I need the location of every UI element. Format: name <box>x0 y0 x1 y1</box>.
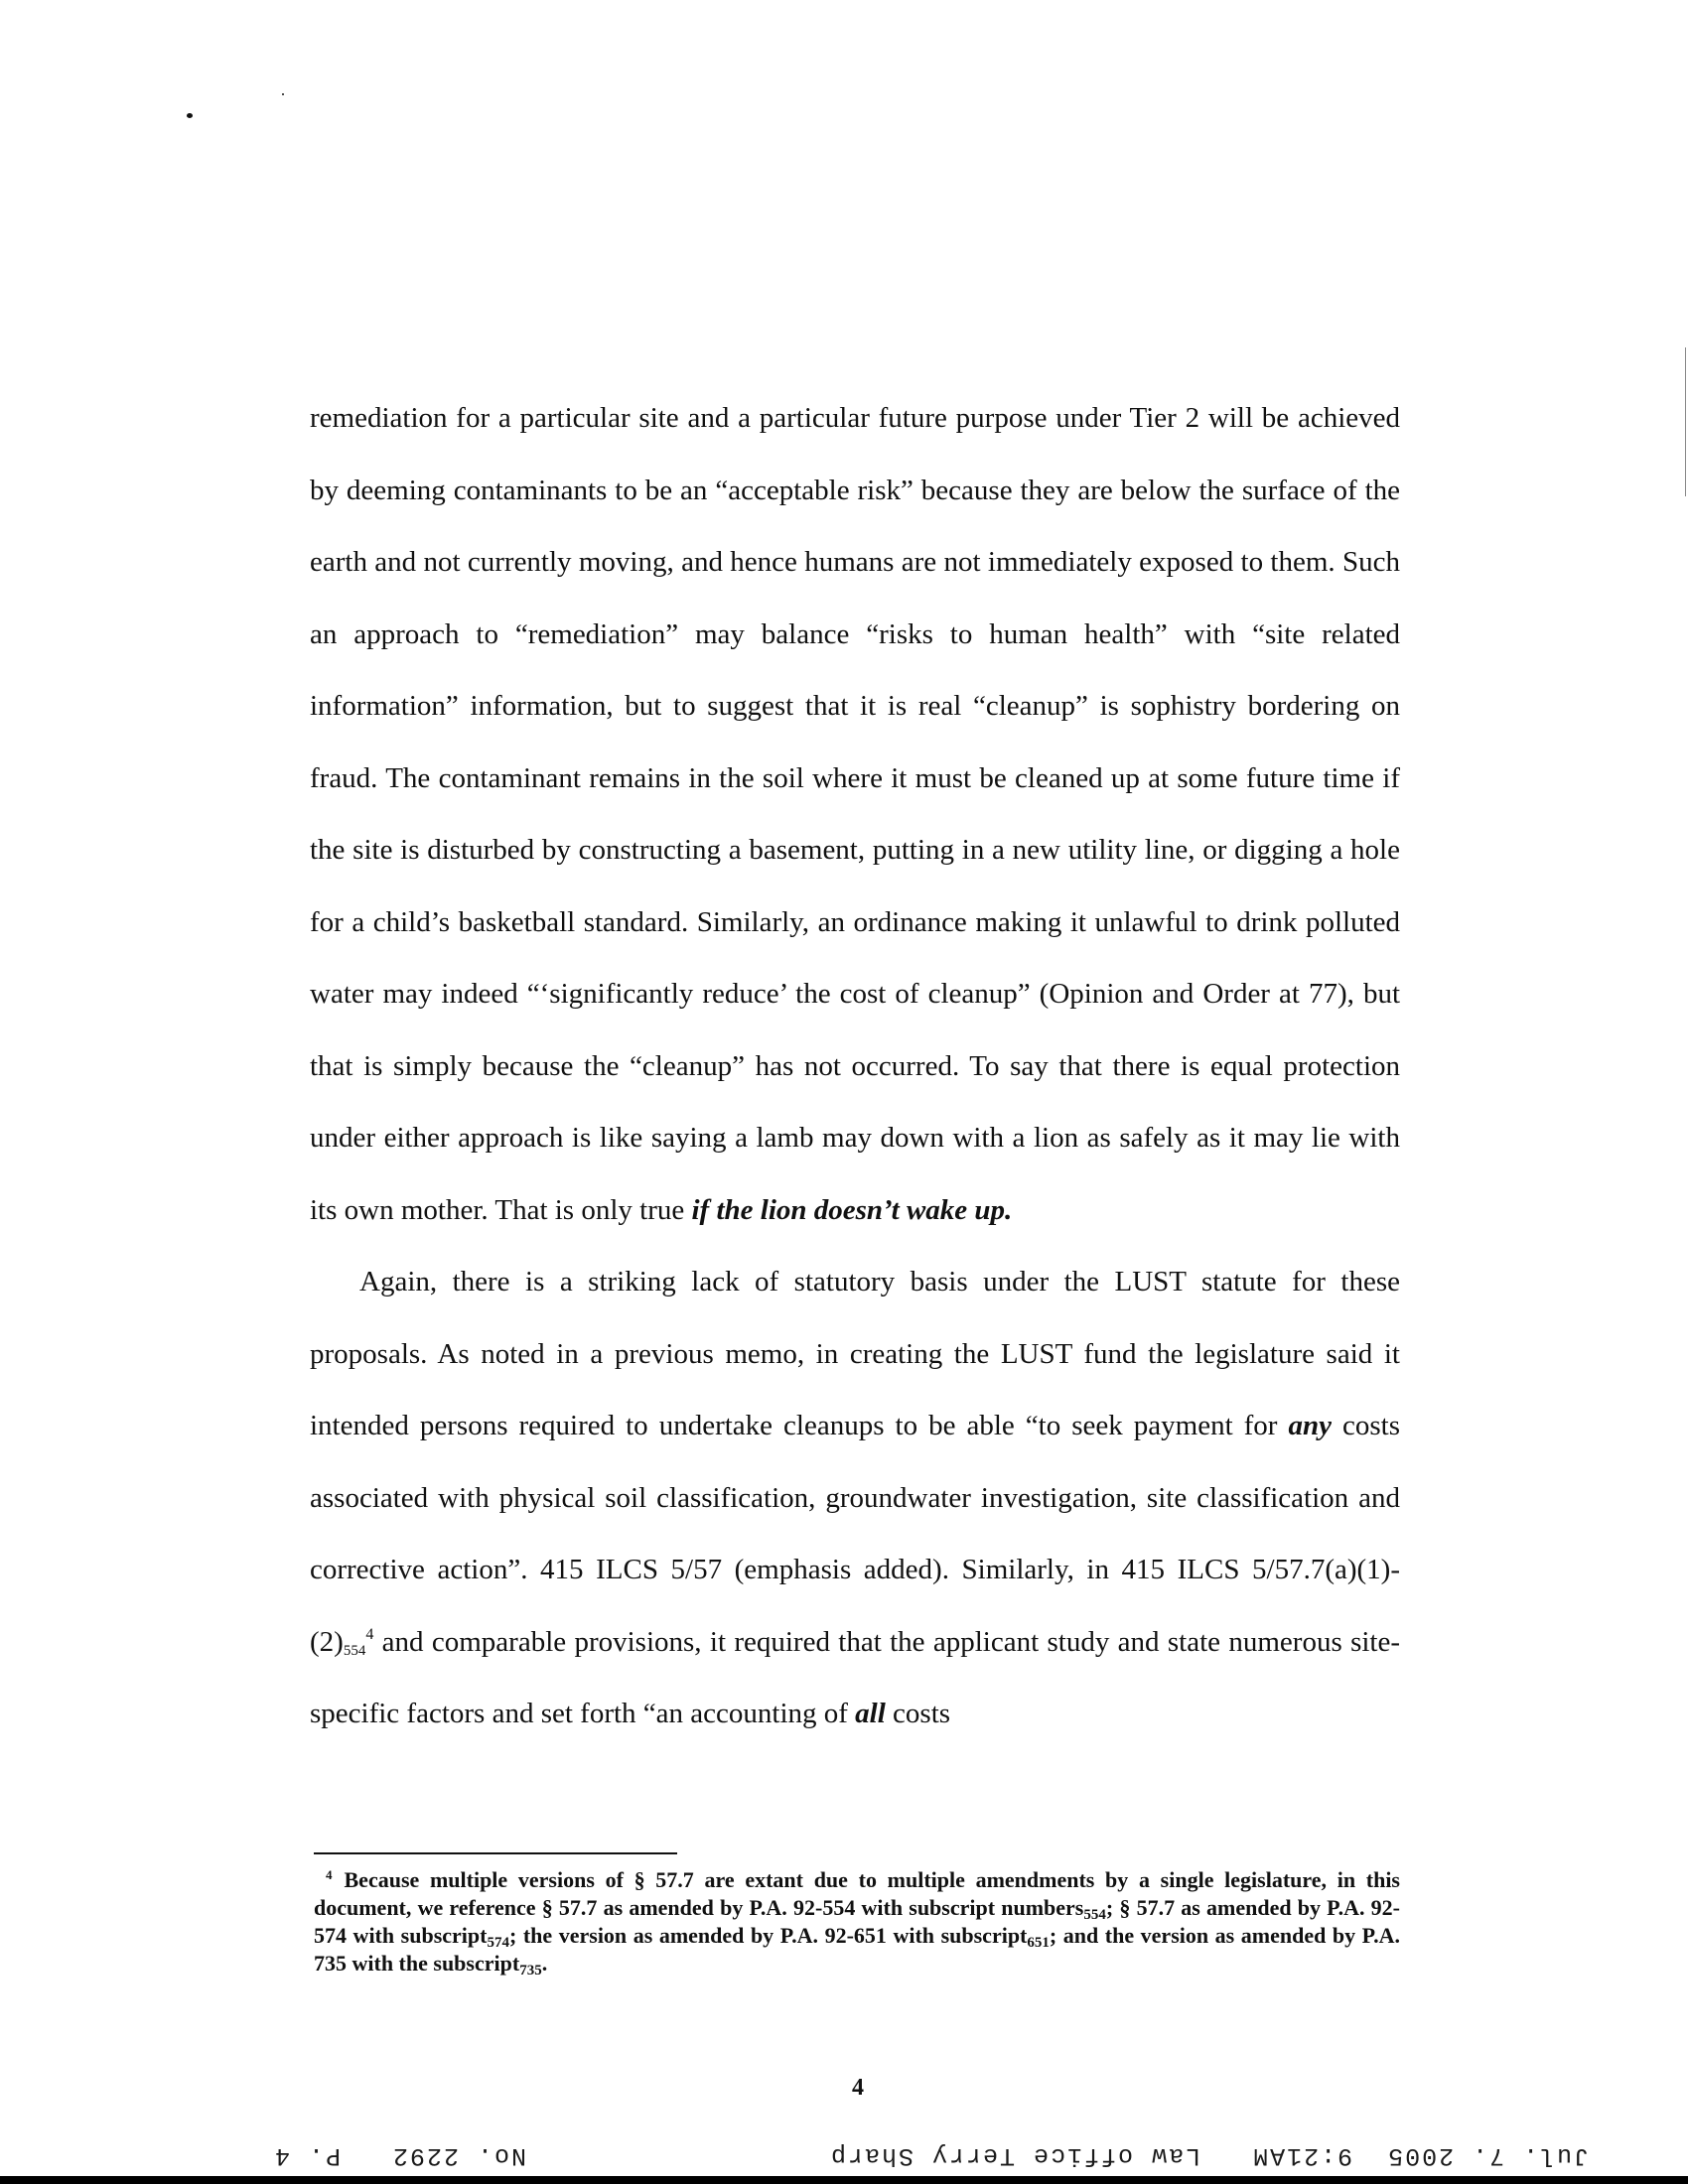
paragraph-2-text-d: costs <box>885 1698 951 1729</box>
footnote-subscript: 735 <box>519 1963 542 1979</box>
paragraph-2-text: Again, there is a striking lack of statutory basis under the LUST statute for these proposals. As noted in a previous memo, in creating the LUST fund the legislature said it intended persons required to undertake cleanups to be able “to seek payment for <box>310 1266 1400 1441</box>
footnote <box>314 1866 1400 1978</box>
scan-edge-line <box>1685 347 1686 496</box>
footnote-text: Because multiple versions of § 57.7 are extant due to multiple amendments by a single legislature, in this document, we reference § 57.7 as amended by P.A. 92-554 with subscript numbers <box>314 1867 1400 1920</box>
scan-bottom-edge <box>0 2176 1688 2184</box>
scan-speck <box>282 93 284 95</box>
footnote-divider <box>314 1852 677 1854</box>
paragraph-2-text-b: costs associated with physical soil classification, groundwater investigation, site classification and corrective action”. 415 ILCS 5/57 (emphasis added). Similarly, in 415 ILCS 5/57.7(a)(1)-(2) <box>310 1410 1400 1658</box>
fax-header-date-sender: Jul. 7. 2005 9:21AM Law office Terry Sharp <box>829 2141 1590 2170</box>
document-body <box>310 382 1400 1750</box>
footnote-text: . <box>541 1951 548 1976</box>
footnote-reference[interactable]: 4 <box>365 1625 374 1643</box>
paragraph-1-emphasis: if the lion doesn’t wake up. <box>691 1193 1013 1226</box>
paragraph-2 <box>310 1246 1400 1750</box>
paragraph-2-text-c: and comparable provisions, it required that the applicant study and state numerous site-specific factors and set forth “an accounting of <box>310 1625 1400 1729</box>
footnote-text: ; the version as amended by P.A. 92-651 with subscript <box>508 1923 1028 1948</box>
paragraph-1-text: remediation for a particular site and a particular future purpose under Tier 2 will be achieved by deeming contaminants to be an “acceptable risk” because they are below the surface of the earth and not currently moving, and hence humans are not immediately exposed to them. Such an approach to “remediation” may balance “risks to human health” with “site related information” information, but to suggest that it is real “cleanup” is sophistry bordering on fraud. The contaminant remains in the soil where it must be cleaned up at some future time if the site is disturbed by constructing a basement, putting in a new utility line, or digging a hole for a child’s basketball standard. Similarly, an ordinance making it unlawful to drink polluted water may indeed “‘significantly reduce’ the cost of cleanup” (Opinion and Order at 77), but that is simply because the “cleanup” has not occurred. To say that there is equal protection under either approach is like saying a lamb may down with a lion as safely as it may lie with its own mother. That is only true <box>310 402 1400 1226</box>
footnote-text: ; and the version as amended by P.A. 735 with the subscript <box>314 1923 1400 1976</box>
emphasis-all: all <box>855 1698 886 1729</box>
scan-speck <box>187 113 193 118</box>
paragraph-1 <box>310 382 1400 1246</box>
footnote-subscript: 574 <box>487 1935 509 1951</box>
fax-header-page-info: No. 2292 P. 4 <box>273 2141 527 2170</box>
statute-subscript: 554 <box>343 1642 366 1659</box>
footnote-text: ; § 57.7 as amended by P.A. 92-574 with subscript <box>314 1895 1400 1948</box>
page-number: 4 <box>852 2075 864 2101</box>
footnote-mark: 4 <box>326 1867 333 1882</box>
emphasis-any: any <box>1288 1410 1332 1441</box>
footnote-subscript: 651 <box>1027 1935 1050 1951</box>
footnote-subscript: 554 <box>1083 1907 1106 1923</box>
